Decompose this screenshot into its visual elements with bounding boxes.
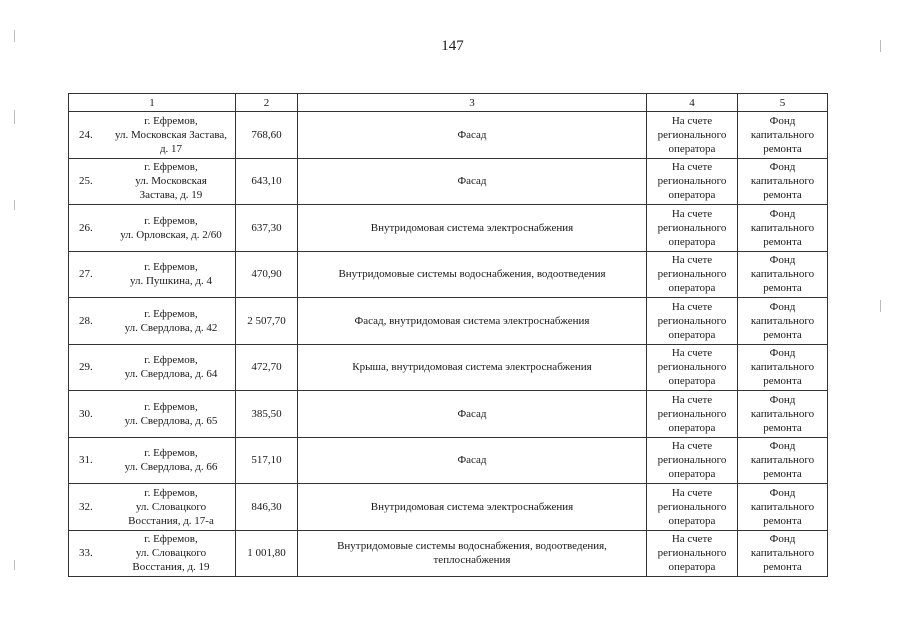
works-line: Фасад [457,407,487,420]
row-number: 29. [79,361,93,374]
account-line: регионального [657,128,727,141]
address-text [109,400,233,428]
address-line: г. Ефремов, [144,354,198,367]
row-number: 25. [79,175,93,188]
account-line: регионального [657,454,727,467]
address-text [109,486,233,528]
address-line: г. Ефремов, [144,307,198,320]
fund-line: Фонд [769,347,796,360]
address-text [109,114,233,156]
works-cell [298,112,647,159]
area-cell: 637,30 [236,205,298,252]
column-header: 2 [236,94,298,112]
fund-line: капитального [750,361,815,374]
fund-line: Фонд [769,254,796,267]
account-line: оператора [668,468,716,481]
account-cell [647,205,738,252]
area-cell: 470,90 [236,251,298,298]
repair-register-table [68,93,828,577]
account-cell [647,530,738,577]
address-line: ул. Словацкого [135,500,207,513]
works-cell [298,530,647,577]
account-line: оператора [668,142,716,155]
table-row [69,158,828,205]
address-cell [69,437,236,484]
address-text [109,307,233,335]
fund-line: капитального [750,268,815,281]
account-line: оператора [668,561,716,574]
address-line: Восстания, д. 19 [132,561,210,574]
table-header-row [69,94,828,112]
table-row [69,484,828,531]
fund-line: капитального [750,500,815,513]
column-header: 1 [69,94,236,112]
address-cell [69,391,236,438]
table-row [69,205,828,252]
account-cell [647,298,738,345]
address-text [109,260,233,288]
fund-line: капитального [750,221,815,234]
address-text [109,214,233,242]
address-line: ул. Московская [135,175,207,188]
address-line: ул. Московская Застава, [114,128,228,141]
column-header: 5 [738,94,828,112]
account-line: На счете [671,161,713,174]
column-header: 4 [647,94,738,112]
scan-margin-mark [14,560,15,570]
address-line: ул. Свердлова, д. 66 [124,461,218,474]
address-cell [69,251,236,298]
works-line: Внутридомовая система электроснабжения [370,500,574,513]
address-line: г. Ефремов, [144,214,198,227]
scan-margin-mark [880,300,881,312]
row-number: 32. [79,500,93,513]
fund-cell [738,484,828,531]
fund-line: ремонта [763,328,802,341]
account-line: регионального [657,221,727,234]
row-number: 30. [79,407,93,420]
fund-line: капитального [750,547,815,560]
works-cell [298,484,647,531]
address-line: ул. Свердлова, д. 42 [124,321,218,334]
address-line: ул. Орловская, д. 2/60 [120,228,222,241]
address-line: г. Ефремов, [144,400,198,413]
account-line: регионального [657,547,727,560]
fund-line: капитального [750,454,815,467]
fund-line: ремонта [763,235,802,248]
address-line: ул. Свердлова, д. 65 [124,414,218,427]
table-body [69,112,828,577]
address-line: г. Ефремов, [144,161,198,174]
account-line: оператора [668,514,716,527]
fund-cell [738,391,828,438]
works-line: Внутридомовая система электроснабжения [370,221,574,234]
fund-cell [738,344,828,391]
fund-cell [738,205,828,252]
fund-line: капитального [750,314,815,327]
fund-line: Фонд [769,533,796,546]
works-line: Крыша, внутридомовая система электроснабжения [352,361,592,374]
account-cell [647,158,738,205]
area-cell: 385,50 [236,391,298,438]
address-cell [69,530,236,577]
area-cell: 517,10 [236,437,298,484]
table-row [69,251,828,298]
address-text [109,353,233,381]
works-line: Внутридомовые системы водоснабжения, водоотведения, [337,540,607,553]
area-cell: 768,60 [236,112,298,159]
row-number: 28. [79,314,93,327]
row-number: 31. [79,454,93,467]
fund-cell [738,112,828,159]
works-cell [298,437,647,484]
account-cell [647,251,738,298]
works-line: теплоснабжения [433,554,511,567]
address-line: г. Ефремов, [144,114,198,127]
account-line: оператора [668,328,716,341]
account-cell [647,484,738,531]
address-cell [69,484,236,531]
fund-line: капитального [750,407,815,420]
scan-margin-mark [14,30,15,42]
works-cell [298,251,647,298]
fund-cell [738,530,828,577]
table-row [69,391,828,438]
fund-line: ремонта [763,189,802,202]
fund-cell [738,437,828,484]
column-header: 3 [298,94,647,112]
table-row [69,530,828,577]
fund-line: ремонта [763,421,802,434]
address-text [109,532,233,574]
works-cell [298,205,647,252]
works-line: Фасад [457,128,487,141]
works-cell [298,391,647,438]
account-line: регионального [657,407,727,420]
fund-line: Фонд [769,486,796,499]
account-cell [647,437,738,484]
fund-line: капитального [750,175,815,188]
account-line: На счете [671,347,713,360]
account-cell [647,344,738,391]
works-line: Фасад [457,454,487,467]
address-line: ул. Словацкого [135,547,207,560]
works-line: Фасад [457,175,487,188]
address-line: ул. Свердлова, д. 64 [124,368,218,381]
fund-line: Фонд [769,207,796,220]
address-cell [69,158,236,205]
works-cell [298,158,647,205]
account-line: На счете [671,254,713,267]
account-line: оператора [668,235,716,248]
account-line: регионального [657,175,727,188]
fund-line: ремонта [763,375,802,388]
address-line: г. Ефремов, [144,533,198,546]
fund-line: капитального [750,128,815,141]
fund-line: Фонд [769,393,796,406]
table-row [69,298,828,345]
account-line: На счете [671,533,713,546]
account-line: На счете [671,300,713,313]
account-line: оператора [668,189,716,202]
area-cell: 1 001,80 [236,530,298,577]
account-line: На счете [671,393,713,406]
scan-margin-mark [14,110,15,124]
table-row [69,437,828,484]
fund-line: Фонд [769,161,796,174]
row-number: 24. [79,128,93,141]
account-line: оператора [668,421,716,434]
account-line: На счете [671,114,713,127]
scan-margin-mark [880,40,881,52]
address-cell [69,298,236,345]
works-line: Фасад, внутридомовая система электроснабжения [354,314,590,327]
address-line: г. Ефремов, [144,261,198,274]
row-number: 26. [79,221,93,234]
address-text [109,446,233,474]
works-line: Внутридомовые системы водоснабжения, водоотведения [338,268,606,281]
fund-cell [738,251,828,298]
area-cell: 846,30 [236,484,298,531]
page-number: 147 [441,38,464,54]
account-line: На счете [671,440,713,453]
fund-cell [738,158,828,205]
fund-line: ремонта [763,514,802,527]
works-cell [298,298,647,345]
area-cell: 643,10 [236,158,298,205]
area-cell: 472,70 [236,344,298,391]
account-line: оператора [668,375,716,388]
fund-line: ремонта [763,561,802,574]
fund-line: ремонта [763,142,802,155]
account-line: На счете [671,207,713,220]
works-cell [298,344,647,391]
account-line: регионального [657,500,727,513]
area-cell: 2 507,70 [236,298,298,345]
account-line: регионального [657,361,727,374]
account-line: регионального [657,268,727,281]
fund-line: Фонд [769,114,796,127]
table-row [69,112,828,159]
account-cell [647,112,738,159]
account-cell [647,391,738,438]
fund-line: ремонта [763,468,802,481]
address-text [109,160,233,202]
account-line: регионального [657,314,727,327]
address-cell [69,344,236,391]
fund-line: ремонта [763,282,802,295]
address-cell [69,112,236,159]
table-row [69,344,828,391]
address-line: Застава, д. 19 [139,189,203,202]
account-line: На счете [671,486,713,499]
row-number: 33. [79,547,93,560]
row-number: 27. [79,268,93,281]
scan-margin-mark [14,200,15,210]
address-line: д. 17 [159,142,183,155]
address-line: г. Ефремов, [144,486,198,499]
fund-line: Фонд [769,440,796,453]
fund-cell [738,298,828,345]
address-line: г. Ефремов, [144,447,198,460]
address-cell [69,205,236,252]
address-line: Восстания, д. 17-а [128,514,214,527]
fund-line: Фонд [769,300,796,313]
account-line: оператора [668,282,716,295]
address-line: ул. Пушкина, д. 4 [129,275,213,288]
